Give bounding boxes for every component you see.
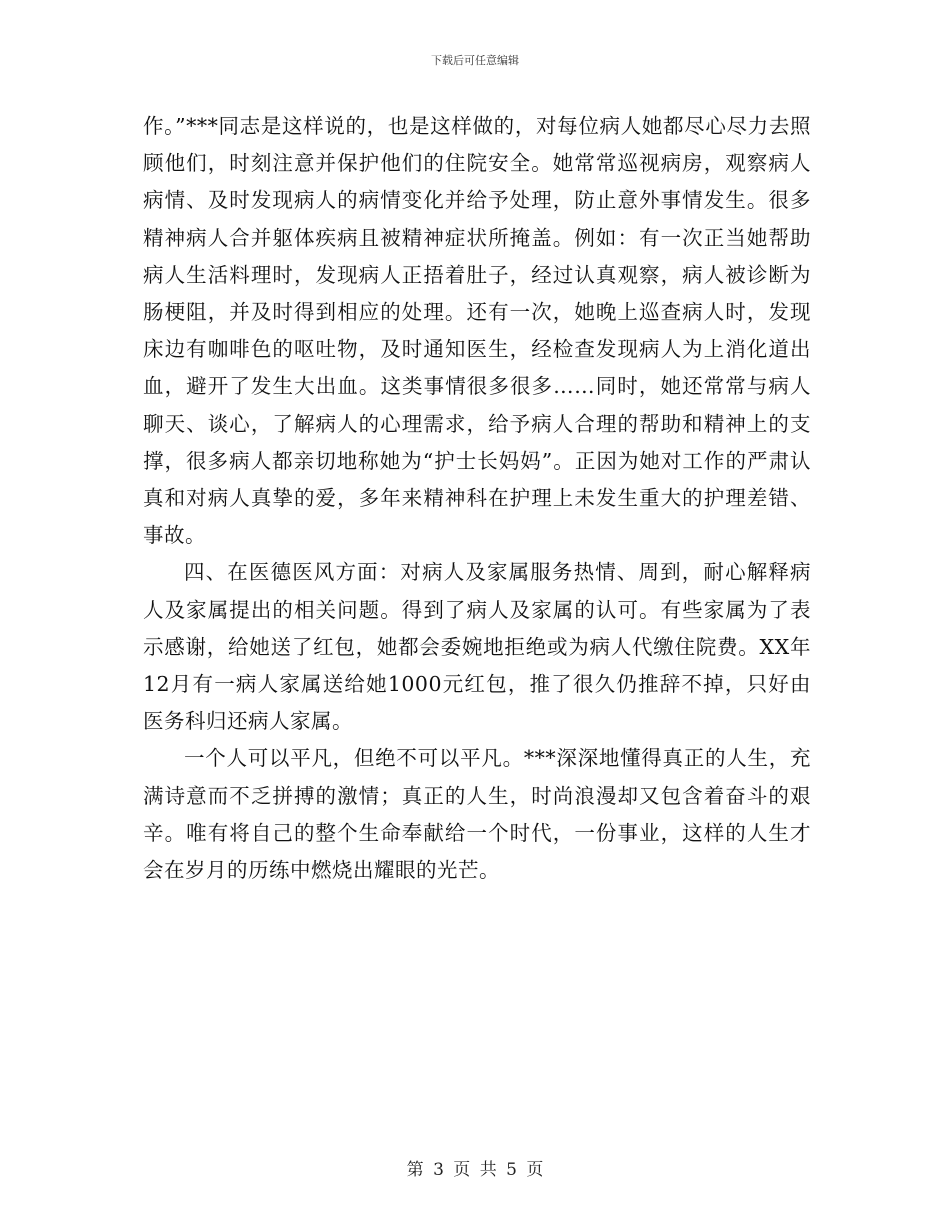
document-body — [143, 108, 811, 889]
paragraph-patient-care: 作。”***同志是这样说的，也是这样做的，对每位病人她都尽心尽力去照顾他们，时刻注意并保护他们的住院安全。她常常巡视病房，观察病人病情、及时发现病人的病情变化并给予处理，防止意外事情发生。很多精神病人合并躯体疾病且被精神症状所掩盖。例如：有一次正当她帮助病人生活料理时，发现病人正捂着肚子，经过认真观察，病人被诊断为肠梗阻，并及时得到相应的处理。还有一次，她晚上巡查病人时，发现床边有咖啡色的呕吐物，及时通知医生，经检查发现病人为上消化道出血，避开了发生大出血。这类事情很多很多……同时，她还常常与病人聊天、谈心，了解病人的心理需求，给予病人合理的帮助和精神上的支撑，很多病人都亲切地称她为“护士长妈妈”。正因为她对工作的严肃认真和对病人真挚的爱，多年来精神科在护理上未发生重大的护理差错、事故。 — [143, 114, 811, 548]
page-header: 下载后可任意编辑 — [431, 54, 519, 67]
paragraph-conclusion: 一个人可以平凡，但绝不可以平凡。***深深地懂得真正的人生，充满诗意而不乏拼搏的激情；真正的人生，时尚浪漫却又包含着奋斗的艰辛。唯有将自己的整个生命奉献给一个时代，一份事业，这样的人生才会在岁月的历练中燃烧出耀眼的光芒。 — [143, 746, 811, 883]
page-number-footer: 第 3 页 共 5 页 — [406, 1160, 544, 1180]
paragraph-medical-ethics: 四、在医德医风方面：对病人及家属服务热情、周到，耐心解释病人及家属提出的相关问题。得到了病人及家属的认可。有些家属为了表示感谢，给她送了红包，她都会委婉地拒绝或为病人代缴住院费。XX年12月有一病人家属送给她1000元红包，推了很久仍推辞不掉，只好由医务科归还病人家属。 — [143, 560, 811, 734]
